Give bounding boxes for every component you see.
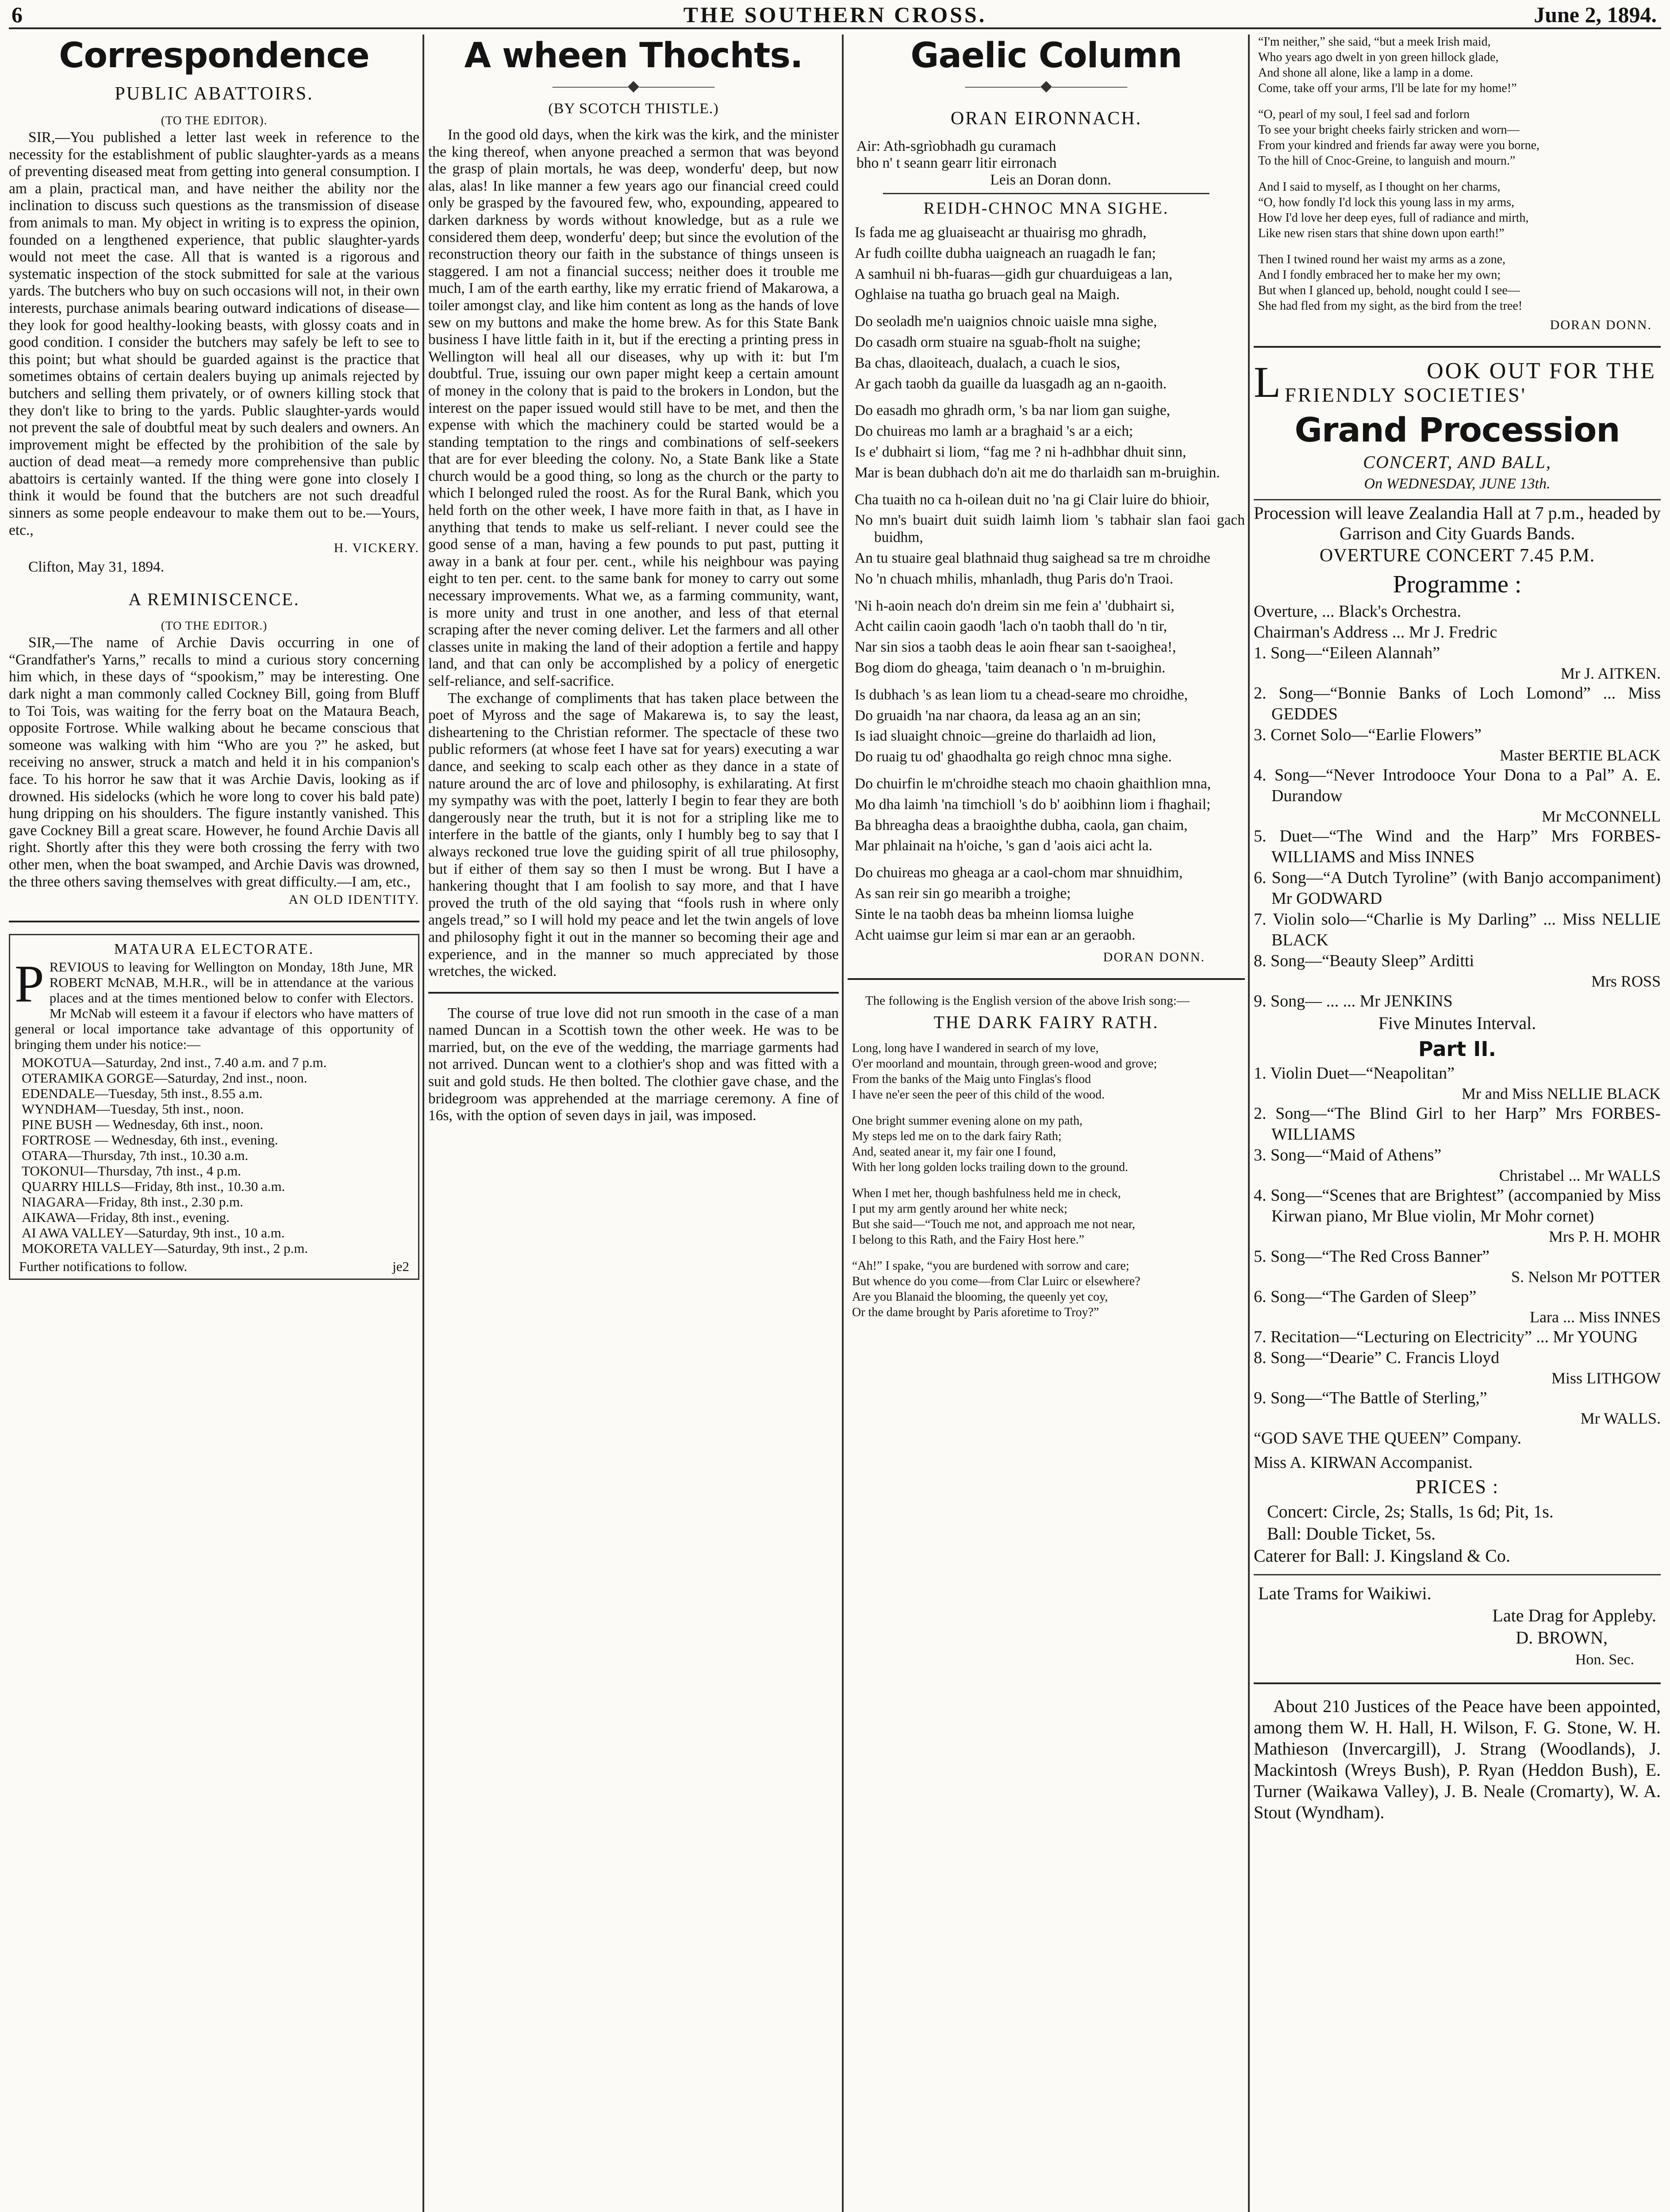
poem-line: From the banks of the Maig unto Finglas's flood [852,1072,1091,1087]
ad-title: Grand Procession [1294,410,1620,449]
programme-item: “GOD SAVE THE QUEEN” Company. [1254,1429,1522,1448]
section-title: Gaelic Column [910,36,1182,76]
poem-line: Sinte le na taobh deas ba mheinn liomsa luighe [855,906,1134,922]
air-line: bho n' t seann gearr litir eirronach [856,155,1057,171]
poem-line: She had fled from my sight, as the bird from the tree! [1258,299,1523,313]
poem-author: DORAN DONN. [1550,318,1652,332]
performer: Mr McCONNELL [1542,807,1661,825]
article-paragraph: The course of true love did not run smooth in the case of a man named Duncan in a Scottish town the other week. He was to be married, but, on the eve of the wedding, the marriage garments had not arrived. Duncan went to a clothier's shop and was fitted with a suit and gold studs. He then bolted. The clothier gave chase, and the bridegroom was apprehended at the marriage ceremony. A fine of 16s, with the option of seven days in jail, was imposed. [428,1005,839,1124]
divider [428,992,839,994]
performer: Mr WALLS. [1580,1409,1661,1427]
poem-line: Is e' dubhairt si liom, “fag me ? ni h-adhbhar dhuit sinn, [855,443,1186,460]
poem-line: Ba chas, dlaoiteach, dualach, a cuach le sios, [855,354,1120,371]
poem-line: Is dubhach 's as lean liom tu a chead-seare mo chroidhe, [855,686,1188,703]
poem-line: Who years ago dwelt in yon green hillock glade, [1258,50,1499,64]
air-note [856,138,1245,188]
to-editor: (TO THE EDITOR). [161,114,268,127]
poem-line: I belong to this Rath, and the Fairy Host here.” [852,1233,1084,1247]
section-title: Correspondence [59,36,369,76]
letter-title: PUBLIC ABATTOIRS. [115,84,314,104]
secretary-name: D. BROWN, [1516,1628,1608,1647]
visit-schedule [15,1055,414,1256]
notice-footer [15,1259,414,1274]
secretary-title: Hon. Sec. [1575,1651,1634,1668]
schedule-item: TOKONUI—Thursday, 7th inst., 4 p.m. [22,1163,241,1179]
poem-line: And shone all alone, like a lamp in a dome. [1258,66,1473,80]
programme-item: 8. Song—“Beauty Sleep” Arditti [1254,952,1474,970]
air-line: Leis an Doran donn. [990,172,1111,188]
to-editor: (TO THE EDITOR.) [161,619,268,633]
programme-item: 9. Song—“The Battle of Sterling,” [1254,1389,1487,1407]
column-rule [842,35,844,2212]
schedule-item: EDENDALE—Tuesday, 5th inst., 8.55 a.m. [22,1086,263,1102]
poem-line: No mn's buairt duit suidh laimh liom 's tabhair slan faoi gach buidhm, [855,512,1245,546]
performer: Mrs ROSS [1591,972,1661,990]
notice-text: REVIOUS to leaving for Wellington on Monday, 18th June, MR ROBERT McNAB, M.H.R., will be in attendance at the various places and at the times mentioned below to confer with Electors. Mr McNab will esteem it a favour if electors who have matters of general or local importance take advantage of this opportunity of bringing them under his notice:— [15,959,414,1052]
poem-line: Long, long have I wandered in search of my love, [852,1041,1099,1056]
lookout-heading [1254,359,1661,409]
poem-line: Like new risen stars that shine down upon earth!” [1258,227,1505,240]
poem-line: My steps led me on to the dark fairy Rath; [852,1129,1062,1144]
poem-line: Ar gach taobh da guaille da luasgadh ag an n-gaoith. [855,375,1167,392]
poem-line: Cha tuaith no ca h-oilean duit no 'na gi Clair luire do bhioir, [855,491,1210,508]
poem-line: O'er moorland and mountain, through green-wood and grove; [852,1057,1157,1071]
prices-title: PRICES : [1415,1476,1499,1498]
poem-author: DORAN DONN. [1103,950,1205,965]
ad-date: On WEDNESDAY, JUNE 13th. [1364,476,1551,492]
paper-title: THE SOUTHERN CROSS. [683,2,987,27]
performer: Mr and Miss NELLIE BLACK [1462,1085,1661,1102]
programme-item: 4. Song—“Scenes that are Brightest” (accompanied by Miss Kirwan piano, Mr Blue violin, Mr Mohr cornet) [1254,1186,1661,1225]
letter-body: SIR,—You published a letter last week in reference to the necessity for the establishment of public slaughter-yards as a means of preventing diseased meat from getting into general consumption. I am a plain, practical man, and have neither the ability nor the inclination to discuss such questions as the transmission of disease from animals to man. My object in writing is to express the opinion, founded on a lengthened experience, that public slaughter-yards would not meet the case. All that is wanted is a rigorous and systematic inspection of the stock submitted for sale at the various yards. The butchers who buy on such occasions will not, in their own interests, purchase animals bearing outward indications of disease—they look for good healthy-looking beasts, with glossy coats and in good condition. I consider the butchers may safely be left to see to this point; but what should be guarded against is the practice that sometimes obtains of certain dealers buying up animals rejected by butchers and selling them privately, or of owners killing stock that they don't like to bring to the yards. Public slaughter-yards would not prevent the sale of doubtful meat by such dealers and owners. An improvement might be effected by the prohibition of the sale by auction of dead meat—a remedy more comprehensive than public abattoirs is certainly wanted. If the thing were gone into closely I think it would be found that the butchers are not such dreadful sinners as some people endeavour to make them out to be.—Yours, etc., [9,129,419,538]
poem-line: And I said to myself, as I thought on her charms, [1258,180,1501,194]
programme-item: 1. Song—“Eileen Alannah” [1254,644,1440,662]
justices-notice: About 210 Justices of the Peace have been appointed, among them W. H. Hall, H. Wilson, F. G. Stone, W. H. Mathieson (Invercargill), J. Strang (Woodlands), J. Mackintosh (Wreys Bush), P. Ryan (Heddon Bush), E. Turner (Waikawa Valley), J. B. Neale (Cromarty), W. A. Stout (Wyndham). [1254,1696,1661,1822]
poem-line: To see your bright cheeks fairly stricken and worn— [1258,123,1520,137]
part2-title: Part II. [1418,1037,1496,1061]
poem-line: With her long golden locks trailing down to the ground. [852,1160,1129,1175]
performer: Christabel ... Mr WALLS [1499,1167,1661,1184]
poem-line: “Ah!” I spake, “you are burdened with sorrow and care; [852,1259,1129,1273]
poem-line: As san reir sin go mearibh a troighe; [855,885,1071,902]
poem-line: Mar phlainait na h'oiche, 's gan d 'aois aici acht la. [855,837,1152,854]
lookout-line: FRIENDLY SOCIETIES' [1285,384,1527,406]
column-correspondence [9,35,419,2212]
programme-item: 2. Song—“The Blind Girl to her Harp” Mrs FORBES-WILLIAMS [1254,1104,1661,1144]
poem-line: Nar sin sios a taobh deas le aoin fhear san t-saoighea!, [855,639,1176,656]
article-paragraph: The exchange of compliments that has taken place between the poet of Myross and the sage of Makarewa is, to say the least, disheartening to the Christian reformer. The spectacle of these two public reformers (at whose feet I have sat for years) executing a war dance, and seeking to scalp each other as they dance in a state of nature around the arc of love and philosophy, is exhilarating. At first my sympathy was with the poet, latterly I begin to fear they are both dangerously near the truth, but it is not for a stripling like me to interfere in the battle of the giants, only I humbly beg to say that I always reckoned true love the guiding spirit of all true philosophy, but if either of them say so then I must be wrong. But I have a hankering thought that I am foolish to say more, and that I have proved the truth of the old saying that “fools rush in where only angels tread,” so I will hold my peace and let the twin angels of love and philosophy fight it out in the manner so becoming their age and experience, and in the manner so much appreciated by those wretches, the wicked. [428,690,839,980]
ornament-rule: —————◆————— [965,78,1128,94]
poem-line: But whence do you come—from Clar Luirc or elsewhere? [852,1275,1140,1289]
programme-item: Overture, ... Black's Orchestra. [1254,602,1462,621]
page-number: 6 [12,2,23,27]
late-trams: Late Trams for Waikiwi. [1258,1583,1432,1603]
lookout-initial: L [1254,357,1283,407]
divider [1254,1682,1661,1684]
schedule-item: MOKORETA VALLEY—Saturday, 9th inst., 2 p.m. [22,1240,308,1256]
letter-place-date: Clifton, May 31, 1894. [28,559,165,576]
ad-subtitle: CONCERT, AND BALL, [1363,452,1551,472]
ad-code: je2 [392,1259,409,1275]
poem-line: Mar is bean dubhach do'n ait me do tharlaidh san m-bruighin. [855,464,1220,481]
schedule-item: MOKOTUA—Saturday, 2nd inst., 7.40 a.m. and 7 p.m. [22,1055,327,1071]
schedule-item: PINE BUSH — Wednesday, 6th inst., noon. [22,1117,264,1133]
schedule-item: FORTROSE — Wednesday, 6th inst., evening. [22,1132,278,1148]
poem-line: An tu stuaire geal blathnaid thug saighead sa tre m chroidhe [855,549,1210,566]
poem-line: Come, take off your arms, I'll be late for my home!” [1258,81,1517,95]
programme-part1 [1254,601,1661,1012]
poem-title: REIDH-CHNOC MNA SIGHE. [923,199,1169,218]
price-line: Concert: Circle, 2s; Stalls, 1s 6d; Pit, 1s. [1267,1502,1554,1521]
programme-item: 8. Song—“Dearie” C. Francis Lloyd [1254,1348,1500,1367]
programme-item: 6. Song—“The Garden of Sleep” [1254,1287,1477,1306]
poem-line: One bright summer evening alone on my path, [852,1114,1083,1128]
price-line: Caterer for Ball: J. Kingsland & Co. [1254,1546,1510,1566]
notice-title: MATAURA ELECTORATE. [114,941,315,958]
procession-info: Procession will leave Zealandia Hall at 7 p.m., headed by Garrison and City Guards Bands. [1254,503,1661,543]
english-poem-continued [1254,35,1661,313]
english-poem [848,1041,1245,1320]
poem-line: Do seoladh me'n uaignios chnoic uaisle mna sighe, [855,313,1157,330]
performer: Mr J. AITKEN. [1561,664,1661,682]
divider [9,921,419,922]
letter-title: A REMINISCENCE. [128,589,300,610]
divider [1254,346,1661,348]
article-paragraph: In the good old days, when the kirk was the kirk, and the minister the king thereof, when anyone preached a sermon that was beyond the grasp of plain mortals, he was deep, wonderfu' deep, but now alas, alas! In like manner a few years ago our financial creed could only be grasped by the favoured few, who, expounding, appeared to darken darkness by words without knowledge, but as a rule we considered them deep, wonderfu' deep; but since the evolution of the reconstruction theory our faith in the substance of things unseen is staggered. I am not a financial success; neither does it trouble me much, I am of the earth earthy, like my erratic friend of Makarowa, a toiler amongst clay, and like him content as long as the hands of love sew on my buttons and make the home brew. As for this State Bank business I have little faith in it, but if the erecting a printing press in Wellington will heal all our diseases, why up with it: but I'm doubtful. True, issuing our own paper might keep a certain amount of money in the colony that is paid to the brokers in London, but the interest on the paper issued would still have to be met, and then the expense with which the machinery could be started would be a standing temptation to the rings and combinations of self-seekers that are for ever bleeding the colony. No, a State Bank like a State church would be a good thing, so long as the church or the party to which I belonged ruled the roost. As for the Rural Bank, which you held forth on the other week, I have more faith in that, as I have in anything that tends to make us self-reliant. I never could see the good sense of a man, having a few pounds to put past, putting it away in a bank at four per. cent., while his neighbour was paying eight to ten per. cent. to the same bank for money to carry out some necessary improvements. What we, as a farming community, want, is more unity and trust in one another, and less of that eternal scraping after the never coming deliver. Let the farmers and all other classes unite in making the land of their adoption a fertile and happy land, and that can only be accomplished by a policy of energetic self-reliance, and self-sacrifice. [428,127,839,689]
divider [848,978,1245,980]
overture-time: OVERTURE CONCERT 7.45 P.M. [1319,545,1595,566]
poem-line: And, seated anear it, my fair one I found, [852,1145,1056,1159]
poem-line: Do chuirfin le m'chroidhe steach mo chaoin ghaithlion mna, [855,775,1211,792]
programme-item: 4. Song—“Never Introdooce Your Dona to a Pal” A. E. Durandow [1254,766,1661,805]
poem-line: But when I glanced up, behold, nought could I see— [1258,284,1520,297]
programme-part2 [1254,1063,1661,1449]
column-gaelic [848,35,1245,2212]
performer: Master BERTIE BLACK [1500,746,1661,764]
poem-line: “I'm neither,” she said, “but a meek Irish maid, [1258,35,1491,49]
poem-line: From your kindred and friends far away were you borne, [1258,138,1540,152]
divider [883,193,1209,194]
air-line: Air: Ath-sgrìobhadh gu curamach [856,138,1056,154]
issue-date: June 2, 1894. [1534,2,1657,27]
divider [1254,1574,1661,1575]
programme-item: Chairman's Address ... Mr J. Fredric [1254,623,1497,641]
performer: Miss LITHGOW [1551,1369,1661,1387]
poem-line: Ar fudh coillte dubha uaigneach an ruagadh le fan; [855,245,1156,261]
poem-line: Acht cailin caoin gaodh 'lach o'n taobh thall do 'n tir, [855,618,1167,635]
footer-text: Further notifications to follow. [19,1259,188,1275]
poem-line: But she said—“Touch me not, and approach me not near, [852,1217,1135,1232]
lookout-line: OOK OUT FOR THE [1427,358,1656,384]
schedule-item: AIKAWA—Friday, 8th inst., evening. [22,1210,230,1225]
programme-item: 3. Song—“Maid of Athens” [1254,1146,1442,1164]
section-title: A wheen Thochts. [464,36,803,76]
divider [1254,499,1661,500]
programme-item: 2. Song—“Bonnie Banks of Loch Lomond” ... Miss GEDDES [1254,684,1661,723]
poem-line: I have ne'er seen the peer of this child of the wood. [852,1088,1105,1102]
price-line: Ball: Double Ticket, 5s. [1267,1524,1436,1544]
programme-item: 5. Duet—“The Wind and the Harp” Mrs FORBES-WILLIAMS and Miss INNES [1254,827,1661,866]
drop-cap: P [15,954,44,1014]
programme-item: 3. Cornet Solo—“Earlie Flowers” [1254,726,1482,744]
poem-line: Oghlaise na tuatha go bruach geal na Maigh. [855,286,1120,303]
poem-line: Are you Blanaid the blooming, the queenly yet coy, [852,1290,1108,1304]
poem-line: “O, how fondly I'd lock this young lass in my arms, [1258,196,1514,209]
english-title: THE DARK FAIRY RATH. [933,1012,1159,1033]
poem-line: Ba bhreagha deas a braoighthe dubha, caola, gan chaim, [855,817,1188,833]
programme-item: 7. Violin solo—“Charlie is My Darling” ... Miss NELLIE BLACK [1254,910,1661,949]
schedule-item: QUARRY HILLS—Friday, 8th inst., 10.30 a.m. [22,1179,285,1194]
poem-line: Do chuireas mo lamh ar a braghaid 's ar a eich; [855,423,1133,440]
poem-line: A samhuil ni bh-fuaras—gidh gur chuarduigeas a lan, [855,265,1173,282]
poem-line: I put my arm gently around her white neck; [852,1202,1067,1216]
concert-advert [1254,359,1661,1671]
column-rule [422,35,424,2212]
programme-item: 7. Recitation—“Lecturing on Electricity” ... Mr YOUNG [1254,1328,1638,1346]
column-rule [1248,35,1250,2212]
programme-item: 5. Song—“The Red Cross Banner” [1254,1247,1490,1266]
interval: Five Minutes Interval. [1378,1013,1536,1033]
electorate-notice [9,934,419,1280]
poem-line: No 'n chuach mhilis, mhanladh, thug Paris do'n Traoi. [855,570,1174,587]
letter-body: SIR,—The name of Archie Davis occurring in one of “Grandfather's Yarns,” recalls to mind a curious story concerning him which, in these days of “spookism,” may be interesting. One dark night a man commonly called Cockney Bill, going from Bluff to Toi Tois, was waiting for the ferry boat on the Mataura Beach, opposite Fortrose. While walking about he became conscious that someone was walking with him “Who are you ?” he asked, but receiving no answer, struck a match and held it in his companion's face. To his horror he saw that it was Archie Davis, looking as if drowned. His sidelocks (which he wore long to cover his bald pate) hung dripping on his shoulders. The figure instantly vanished. This gave Cockney Bill a great scare. However, he found Archie Davis all right. Shortly after this they were both crossing the ferry with two other men, when the boat swamped, and Archie Davis was drowned, the three others saving themselves with great difficulty.—I am, etc., [9,634,419,890]
poem-line: How I'd love her deep eyes, full of radiance and mirth, [1258,211,1529,225]
letter-signature: H. VICKERY. [334,541,419,556]
poem-line: Do easadh mo ghradh orm, 's ba nar liom gan suighe, [855,402,1171,419]
schedule-item: OTERAMIKA GORGE—Saturday, 2nd inst., noon. [22,1070,307,1086]
letter-signature: AN OLD IDENTITY. [288,892,419,907]
poem-line: Acht uaimse gur leim si mar ean ar an geraobh. [855,926,1136,943]
schedule-item: NIAGARA—Friday, 8th inst., 2.30 p.m. [22,1194,243,1210]
translation-intro: The following is the English version of the above Irish song:— [865,994,1190,1008]
poem-line: Is fada me ag gluaiseacht ar thuairisg mo ghradh, [855,224,1147,241]
schedule-item: WYNDHAM—Tuesday, 5th inst., noon. [22,1101,244,1117]
poem-line: Do ruaig tu od' ghaodhalta go reigh chnoc mna sighe. [855,749,1172,765]
poem-line: “O, pearl of my soul, I feel sad and forlorn [1258,108,1470,121]
schedule-item: AI AWA VALLEY—Saturday, 9th inst., 10 a.m. [22,1225,285,1241]
gaelic-poem [848,224,1245,944]
programme-item: 9. Song— ... ... Mr JENKINS [1254,992,1453,1010]
poem-line: And I fondly embraced her to make her my own; [1258,268,1501,282]
column-wheen-thochts [428,35,839,2212]
poem-line: Is iad sluaight chnoic—greine do tharlaidh ad lion, [855,728,1156,745]
accompanist: Miss A. KIRWAN Accompanist. [1254,1453,1473,1472]
programme-title: Programme : [1393,571,1522,598]
schedule-item: OTARA—Thursday, 7th inst., 10.30 a.m. [22,1148,249,1164]
poem-line: Or the dame brought by Paris aforetime to Troy?” [852,1306,1099,1320]
programme-item: 1. Violin Duet—“Neapolitan” [1254,1064,1455,1083]
performer: Lara ... Miss INNES [1530,1308,1661,1326]
poem-line: 'Ni h-aoin neach do'n dreim sin me fein a' 'dubhairt si, [855,597,1175,614]
ornament-rule: —————◆————— [552,78,715,94]
song-title: ORAN EIRONNACH. [950,108,1142,129]
masthead [9,0,1661,29]
poem-line: Then I twined round her waist my arms as a zone, [1258,253,1506,266]
column-notices [1254,35,1661,2212]
programme-item: 6. Song—“A Dutch Tyroline” (with Banjo accompaniment) Mr GODWARD [1254,868,1661,908]
performer: S. Nelson Mr POTTER [1511,1268,1661,1286]
byline: (BY SCOTCH THISTLE.) [548,100,719,117]
performer: Mrs P. H. MOHR [1548,1228,1661,1245]
late-drag: Late Drag for Appleby. [1492,1605,1656,1625]
poem-line: Do chuireas mo gheaga ar a caol-chom mar shnuidhim, [855,864,1183,881]
poem-line: Mo dha laimh 'na timchioll 's do b' aoibhinn liom i fhaghail; [855,796,1211,813]
poem-line: When I met her, though bashfulness held me in check, [852,1187,1121,1201]
notice-intro [15,954,414,1052]
poem-line: To the hill of Cnoc-Greine, to languish and mourn.” [1258,154,1516,168]
poem-line: Do gruaidh 'na nar chaora, da leasa ag an an sin; [855,707,1141,724]
poem-line: Bog diom do gheaga, 'taim deanach o 'n m-bruighin. [855,659,1166,676]
poem-line: Do casadh orm stuaire na sguab-fholt na suighe; [855,334,1141,350]
